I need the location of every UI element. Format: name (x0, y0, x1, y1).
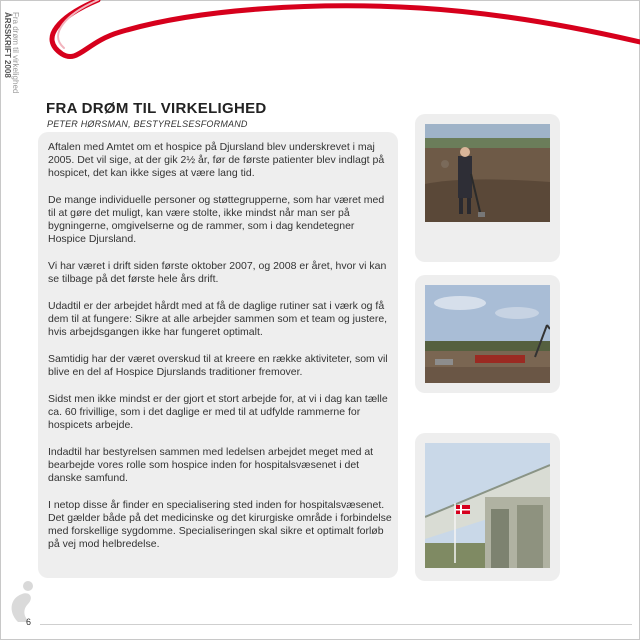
article-byline: PETER HØRSMAN, BESTYRELSESFORMAND (47, 119, 248, 129)
side-running-header (3, 12, 19, 102)
article-body (48, 141, 392, 565)
paragraph: I netop disse år finder en specialisering sted inden for hospitalsvæsenet. Det gælder både på det medicinske og det kirurgiske område i forbindelse med forskellige sygdomme. Specialiseringen skal sikre et optimalt forløb på vej mod helbredelse. (48, 499, 392, 550)
footer-divider (40, 624, 632, 625)
article-title: FRA DRØM TIL VIRKELIGHED (46, 100, 267, 117)
photo-construction-site (425, 285, 550, 383)
hospice-logo-icon (6, 578, 38, 624)
photo-groundbreaking (425, 124, 550, 222)
paragraph: Samtidig har der været overskud til at kreere en række aktiviteter, som vil blive en del af Hospice Djurslands traditioner fremover. (48, 353, 388, 378)
paragraph: Vi har været i drift siden første oktober 2007, og 2008 er året, hvor vi kan se tilbage på det første hele års drift. (48, 260, 387, 285)
page-number: 6 (26, 617, 32, 627)
side-header-yearbook: ÅRSSKRIFT 2008 (3, 12, 12, 78)
paragraph: De mange individuelle personer og støttegrupperne, som har været med til at gøre det muligt, kan være stolte, ikke mindst når man ser på bygningerne, omgivelserne og de rammer, som i dag kendetegner Hospice Djursland. (48, 194, 385, 245)
photo-card-groundbreaking (415, 114, 560, 262)
paragraph: Aftalen med Amtet om et hospice på Djursland blev underskrevet i maj 2005. Det vil sige, at der gik 2½ år, før de første patienter blev indlagt på hospicet, det kan ikke siges at være lang tid. (48, 141, 385, 179)
photo-card-building (415, 433, 560, 581)
paragraph: Indadtil har bestyrelsen sammen med ledelsen arbejdet meget med at bearbejde vores rolle som hospice inden for hospitalsvæsenet i det danske samfund. (48, 446, 374, 484)
side-header-title: Fra drøm til virkelighed (11, 12, 20, 94)
paragraph: Udadtil er der arbejdet hårdt med at få de daglige rutiner sat i værk og få dem til at fungere: Sikre at alle arbejder sammen som et team og justere, hvis arbejdsgangen ikke har fungeret optimalt. (48, 300, 388, 338)
photo-card-construction-site (415, 275, 560, 393)
paragraph: Sidst men ikke mindst er der gjort et stort arbejde for, at vi i dag kan tælle ca. 60 frivillige, som i det daglige er med til at udfylde rammerne for hospicets arbejde. (48, 393, 388, 431)
red-ribbon-decoration (0, 0, 640, 80)
photo-building (425, 443, 550, 568)
